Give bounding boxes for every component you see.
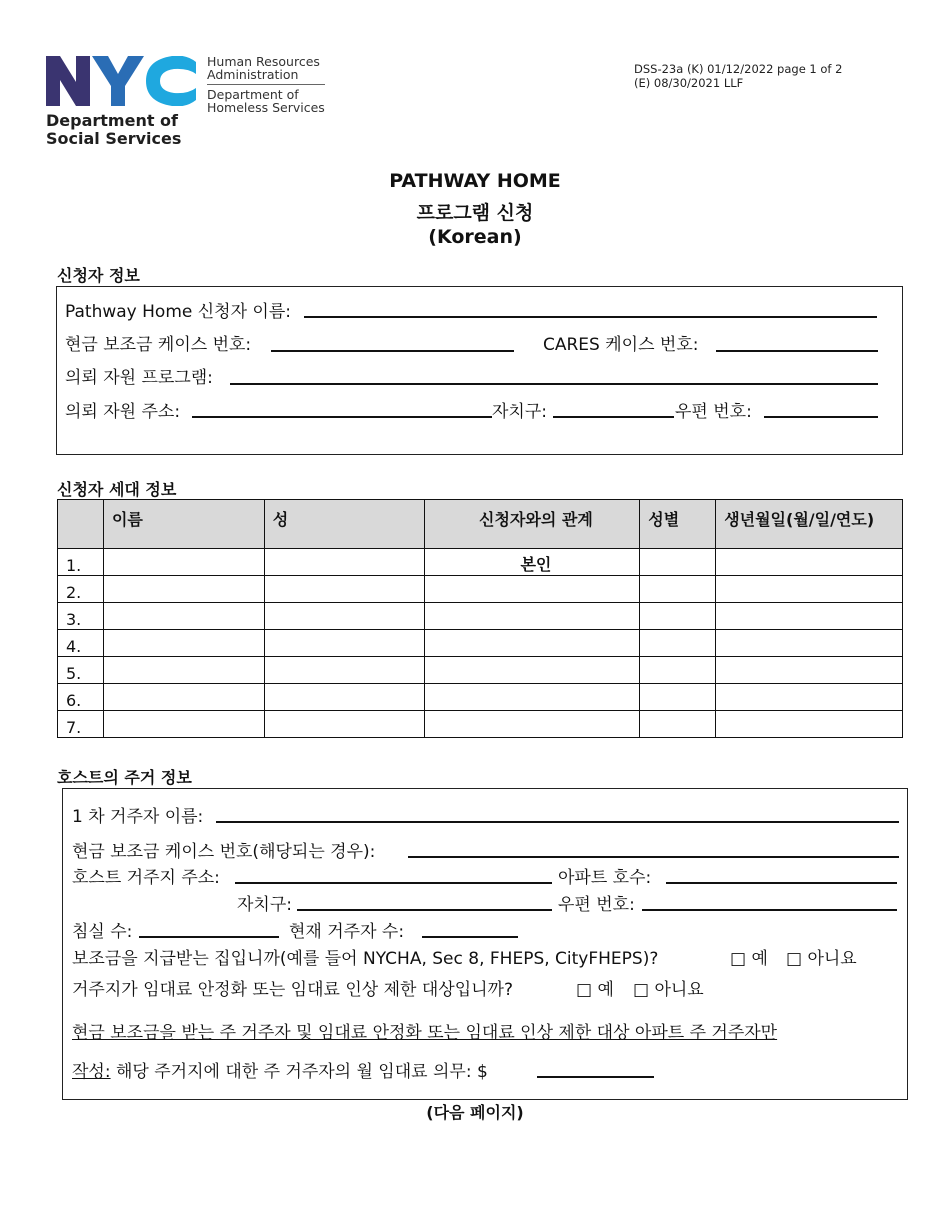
gender-cell[interactable]	[640, 549, 716, 576]
dss-line1: Department of	[46, 111, 179, 130]
host-borough-label: 자치구:	[237, 895, 292, 915]
apt-label: 아파트 호수:	[558, 868, 652, 888]
host-section-title: 호스트의 주거 정보	[57, 768, 192, 787]
rent-stab-yes-checkbox[interactable]: □ 예	[576, 980, 614, 1000]
col-last-name-header: 성	[264, 500, 424, 549]
row-number: 1.	[58, 549, 104, 576]
host-address-field[interactable]	[235, 882, 552, 884]
first-name-cell[interactable]	[103, 603, 264, 630]
household-section-title: 신청자 세대 정보	[57, 480, 177, 499]
dob-cell[interactable]	[716, 576, 903, 603]
cash-case-field[interactable]	[271, 350, 514, 352]
cash-case-label: 현금 보조금 케이스 번호:	[65, 335, 252, 355]
last-name-cell[interactable]	[264, 549, 424, 576]
first-name-cell[interactable]	[103, 711, 264, 738]
col-first-name-header: 이름	[103, 500, 264, 549]
apt-field[interactable]	[666, 882, 897, 884]
dss-name	[46, 112, 181, 148]
first-name-cell[interactable]	[103, 549, 264, 576]
host-borough-field[interactable]	[297, 909, 552, 911]
host-cash-case-label: 현금 보조금 케이스 번호(해당되는 경우):	[72, 842, 376, 862]
host-zip-label: 우편 번호:	[558, 895, 635, 915]
agency-divider	[207, 84, 325, 85]
dob-cell[interactable]	[716, 711, 903, 738]
note-line1: 현금 보조금을 받는 주 거주자 및 임대료 안정화 또는 임대료 인상 제한 대상 아파트 주 거주자만	[72, 1023, 778, 1043]
first-name-cell[interactable]	[103, 576, 264, 603]
form-id	[634, 62, 842, 90]
note-line2-prefix: 작성:	[72, 1062, 111, 1082]
table-row	[58, 711, 903, 738]
dob-cell[interactable]	[716, 657, 903, 684]
table-row	[58, 603, 903, 630]
table-header-row	[58, 500, 903, 549]
relation-cell[interactable]	[424, 603, 640, 630]
first-name-cell[interactable]	[103, 630, 264, 657]
last-name-cell[interactable]	[264, 603, 424, 630]
rent-stab-question: 거주지가 임대료 안정화 또는 임대료 인상 제한 대상입니까?	[72, 980, 513, 1000]
table-row	[58, 684, 903, 711]
occupants-label: 현재 거주자 수:	[289, 922, 405, 942]
form-id-line1: DSS-23a (K) 01/12/2022 page 1 of 2	[634, 62, 843, 76]
col-number-header	[58, 500, 104, 549]
applicant-name-label: Pathway Home 신청자 이름:	[65, 302, 291, 322]
dss-line2: Social Services	[46, 129, 182, 148]
row-number: 3.	[58, 603, 104, 630]
last-name-cell[interactable]	[264, 657, 424, 684]
last-name-cell[interactable]	[264, 684, 424, 711]
row-number: 6.	[58, 684, 104, 711]
table-row	[58, 657, 903, 684]
gender-cell[interactable]	[640, 603, 716, 630]
referral-address-field[interactable]	[192, 416, 492, 418]
row-number: 5.	[58, 657, 104, 684]
referral-borough-label: 자치구:	[492, 402, 547, 422]
gender-cell[interactable]	[640, 684, 716, 711]
occupants-field[interactable]	[422, 936, 518, 938]
dhs-line1: Department of	[207, 87, 299, 102]
host-zip-field[interactable]	[642, 909, 897, 911]
note-line2-text: 해당 주거지에 대한 주 거주자의 월 임대료 의무: $	[110, 1062, 488, 1082]
note-line2	[72, 1057, 488, 1082]
dob-cell[interactable]	[716, 603, 903, 630]
relation-cell[interactable]	[424, 711, 640, 738]
host-cash-case-field[interactable]	[408, 856, 899, 858]
hra-name	[207, 55, 320, 81]
bedrooms-field[interactable]	[139, 936, 279, 938]
nyc-logo	[46, 56, 196, 106]
col-dob-header: 생년월일(월/일/연도)	[716, 500, 903, 549]
dhs-name	[207, 88, 325, 114]
primary-name-field[interactable]	[216, 821, 899, 823]
col-relation-header: 신청자와의 관계	[424, 500, 640, 549]
dob-cell[interactable]	[716, 630, 903, 657]
hra-line1: Human Resources	[207, 54, 320, 69]
table-row	[58, 576, 903, 603]
page-language: (Korean)	[428, 226, 522, 248]
referral-address-label: 의뢰 자원 주소:	[65, 402, 181, 422]
gender-cell[interactable]	[640, 630, 716, 657]
page-title: PATHWAY HOME	[389, 170, 561, 192]
table-row	[58, 630, 903, 657]
primary-name-label: 1 차 거주자 이름:	[72, 807, 204, 827]
referral-zip-field[interactable]	[764, 416, 878, 418]
dob-cell[interactable]	[716, 684, 903, 711]
referral-zip-label: 우편 번호:	[675, 402, 752, 422]
last-name-cell[interactable]	[264, 711, 424, 738]
first-name-cell[interactable]	[103, 684, 264, 711]
dhs-line2: Homeless Services	[207, 100, 325, 115]
row-number: 2.	[58, 576, 104, 603]
page-subtitle: 프로그램 신청	[416, 202, 534, 224]
relation-cell[interactable]	[424, 576, 640, 603]
applicant-name-field[interactable]	[304, 316, 877, 318]
gender-cell[interactable]	[640, 711, 716, 738]
applicant-section-title: 신청자 정보	[57, 266, 140, 285]
table-row	[58, 549, 903, 576]
next-page-note: (다음 페이지)	[426, 1103, 524, 1122]
gender-cell[interactable]	[640, 576, 716, 603]
referral-borough-field[interactable]	[553, 416, 674, 418]
col-gender-header: 성별	[640, 500, 716, 549]
row-number: 4.	[58, 630, 104, 657]
referral-program-field[interactable]	[230, 383, 878, 385]
gender-cell[interactable]	[640, 657, 716, 684]
subsidy-no-checkbox[interactable]: □ 아니요	[786, 949, 857, 969]
rent-stab-no-checkbox[interactable]: □ 아니요	[633, 980, 704, 1000]
form-id-line2: (E) 08/30/2021 LLF	[634, 76, 744, 90]
subsidy-yes-checkbox[interactable]: □ 예	[730, 949, 768, 969]
relation-cell[interactable]	[424, 684, 640, 711]
dob-cell[interactable]	[716, 549, 903, 576]
last-name-cell[interactable]	[264, 576, 424, 603]
relation-cell[interactable]	[424, 657, 640, 684]
hra-line2: Administration	[207, 67, 299, 82]
relation-cell[interactable]	[424, 630, 640, 657]
monthly-rent-field[interactable]	[537, 1076, 654, 1078]
bedrooms-label: 침실 수:	[72, 922, 133, 942]
first-name-cell[interactable]	[103, 657, 264, 684]
cares-case-label: CARES 케이스 번호:	[543, 335, 699, 355]
cares-case-field[interactable]	[716, 350, 878, 352]
subsidy-question: 보조금을 지급받는 집입니까(예를 들어 NYCHA, Sec 8, FHEPS, CityFHEPS)?	[72, 949, 659, 969]
last-name-cell[interactable]	[264, 630, 424, 657]
relation-cell: 본인	[424, 549, 640, 576]
household-table	[57, 499, 903, 738]
referral-program-label: 의뢰 자원 프로그램:	[65, 368, 213, 388]
host-address-label: 호스트 거주지 주소:	[72, 868, 220, 888]
row-number: 7.	[58, 711, 104, 738]
